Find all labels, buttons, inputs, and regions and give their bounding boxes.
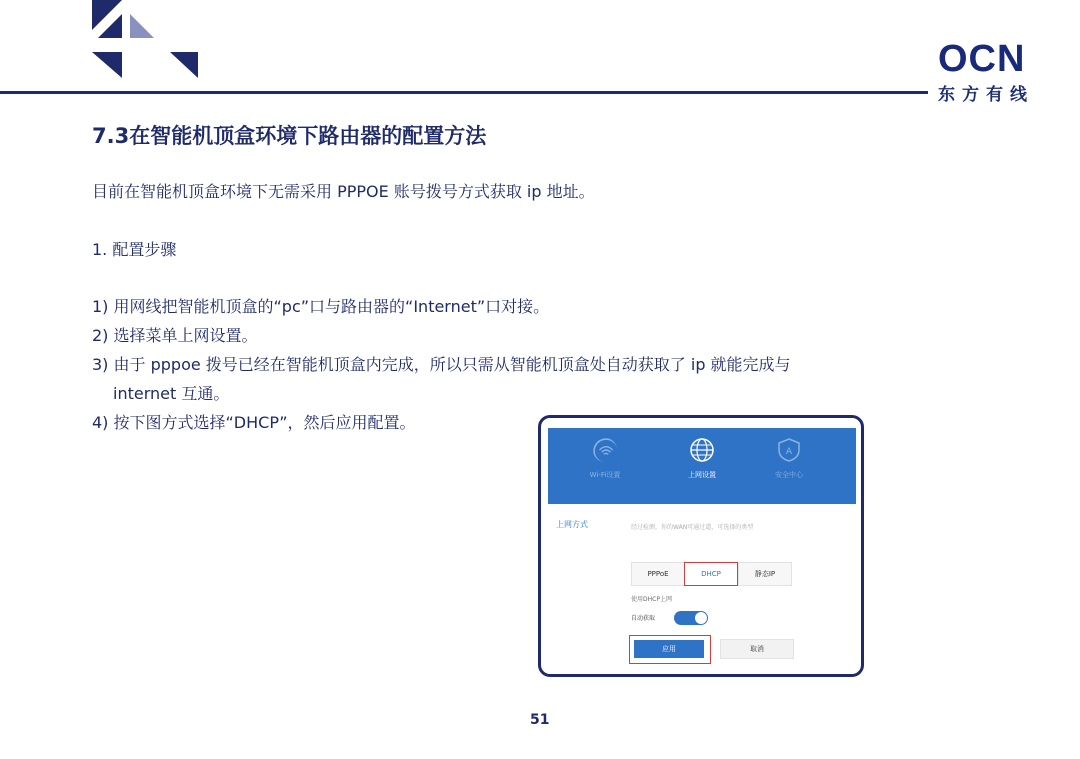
globe-icon [690, 438, 714, 462]
nav-label: Wi-Fi设置 [589, 471, 621, 479]
apply-highlight [629, 635, 711, 664]
router-nav-bar [548, 428, 856, 504]
mode-static-ip-button[interactable]: 静态IP [738, 562, 792, 586]
dhcp-caption: 使用DHCP上网 [631, 596, 672, 603]
header-rule [0, 91, 928, 94]
step-item: 4) 按下图方式选择“DHCP”，然后应用配置。 [92, 413, 416, 432]
step-item: 3) 由于 pppoe 拨号已经在智能机顶盒内完成，所以只需从智能机顶盒处自动获取了 ip 就能完成与 [92, 355, 791, 374]
step-item: 2) 选择菜单上网设置。 [92, 326, 258, 345]
connection-type-hint: 经过检测，你的WAN可通过道，可选择的类型 [631, 524, 754, 531]
nav-wifi[interactable] [570, 438, 640, 480]
auto-obtain-label: 自动获取 [631, 615, 656, 622]
brand-mark: OCN [938, 38, 1026, 80]
brand-logo [938, 40, 1048, 105]
shield-icon [777, 438, 801, 462]
auto-obtain-toggle[interactable] [674, 611, 708, 625]
svg-text:A: A [785, 447, 793, 457]
connection-type-label: 上网方式 [556, 520, 588, 529]
nav-label: 上网设置 [688, 471, 716, 479]
mode-dhcp-button[interactable]: DHCP [684, 562, 738, 586]
nav-internet[interactable] [667, 438, 737, 480]
router-settings-panel [548, 504, 856, 664]
cancel-button[interactable]: 取消 [720, 639, 794, 659]
mode-pppoe-button[interactable]: PPPoE [631, 562, 685, 586]
intro-paragraph: 目前在智能机顶盒环境下无需采用 PPPOE 账号拨号方式获取 ip 地址。 [92, 182, 595, 201]
steps-heading: 1. 配置步骤 [92, 240, 177, 259]
step-item-continuation: internet 互通。 [113, 384, 230, 403]
apply-button[interactable]: 应用 [634, 640, 704, 658]
page-number: 51 [530, 712, 550, 728]
router-screenshot [538, 415, 864, 677]
nav-security[interactable] [754, 438, 824, 480]
nav-label: 安全中心 [775, 471, 803, 479]
brand-name: 东方有线 [938, 85, 1034, 105]
wifi-icon [593, 438, 617, 462]
step-item: 1) 用网线把智能机顶盒的“pc”口与路由器的“Internet”口对接。 [92, 297, 550, 316]
section-title: 7.3在智能机顶盒环境下路由器的配置方法 [92, 124, 487, 148]
corner-logo-icon [92, 0, 202, 80]
